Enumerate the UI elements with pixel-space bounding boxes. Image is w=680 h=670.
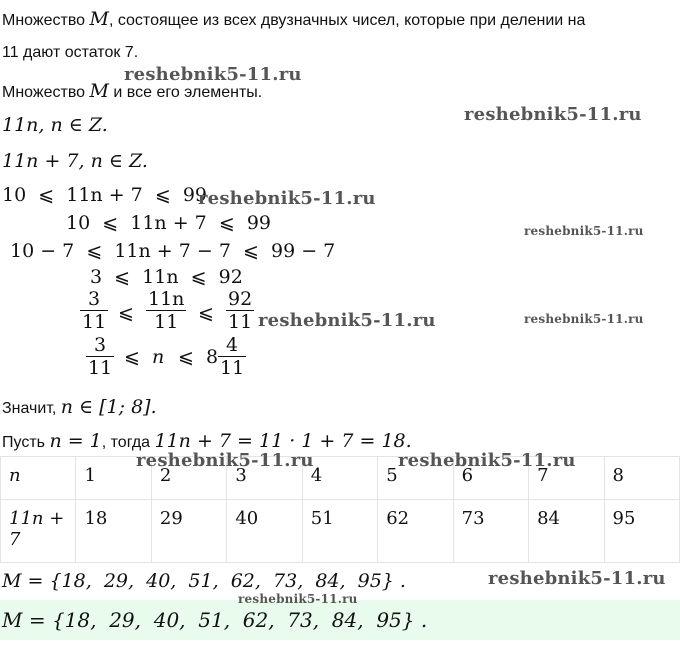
expression-remainder: 11n + 7, n ∈ Z. — [2, 150, 148, 172]
values-table — [0, 456, 680, 563]
denominator: 11 — [228, 311, 253, 333]
denominator: 11 — [82, 311, 107, 333]
table-row-n — [1, 457, 680, 500]
math-variable: M — [89, 80, 109, 102]
table-cell: 51 — [302, 500, 377, 563]
answer-set: M = {18, 29, 40, 51, 62, 73, 84, 95} . — [2, 608, 428, 632]
watermark: reshebnik5-11.ru — [398, 450, 576, 471]
fraction-92-over-11 — [226, 288, 254, 333]
table-cell: 62 — [378, 500, 453, 563]
math-expression: n ∈ [1; 8]. — [60, 396, 157, 418]
text-segment: , тогда — [101, 434, 155, 451]
fraction-4-over-11 — [218, 334, 246, 379]
watermark: reshebnik5-11.ru — [524, 224, 644, 238]
text-segment: Значит, — [2, 400, 61, 417]
watermark: reshebnik5-11.ru — [258, 310, 436, 331]
inequality-row-3: 10 − 7 ⩽ 11n + 7 − 7 ⩽ 99 − 7 — [10, 240, 336, 262]
table-cell: 84 — [529, 500, 604, 563]
numerator: 3 — [88, 288, 101, 310]
math-variable: M — [89, 8, 109, 30]
watermark: reshebnik5-11.ru — [488, 568, 666, 589]
text-segment: , состоящее из всех двузначных чисел, которые при делении на — [108, 12, 586, 29]
answer-box — [0, 600, 680, 640]
table-cell: 95 — [604, 500, 680, 563]
table-cell: 4 — [302, 457, 377, 500]
denominator: 11 — [154, 311, 179, 333]
numerator: 4 — [226, 334, 239, 356]
watermark: reshebnik5-11.ru — [464, 104, 642, 125]
table-cell: 2 — [151, 457, 226, 500]
text-segment: Множество — [2, 12, 90, 29]
text-segment: и все его элементы. — [108, 84, 263, 101]
conclusion — [2, 396, 157, 418]
table-cell: n — [1, 457, 76, 500]
text-segment: Пусть — [2, 434, 50, 451]
watermark: reshebnik5-11.ru — [238, 592, 358, 606]
table-cell: 8 — [604, 457, 680, 500]
inequality-sign: ⩽ — [118, 302, 134, 324]
watermark: reshebnik5-11.ru — [524, 312, 644, 326]
table-cell: 7 — [529, 457, 604, 500]
fraction-3-over-11 — [80, 288, 108, 333]
math-expression: 11n + 7 = 11 · 1 + 7 = 18. — [154, 430, 412, 452]
table-cell: 3 — [227, 457, 302, 500]
table-cell: 11n + 7 — [1, 500, 76, 563]
watermark: reshebnik5-11.ru — [136, 450, 314, 471]
numerator: 11n — [148, 288, 185, 310]
fraction-3-over-11 — [86, 334, 114, 379]
example-calculation — [2, 430, 412, 452]
math-expression: n = 1 — [49, 430, 102, 452]
watermark: reshebnik5-11.ru — [124, 64, 302, 85]
table-cell: 40 — [227, 500, 302, 563]
inequality-sign: ⩽ — [198, 302, 214, 324]
problem-statement-line-2: 11 дают остаток 7. — [2, 44, 139, 61]
table-row-values — [1, 500, 680, 563]
inequality-row-4: 3 ⩽ 11n ⩽ 92 — [90, 266, 243, 288]
fraction-11n-over-11 — [146, 288, 186, 333]
table-cell: 29 — [151, 500, 226, 563]
inequality-sign: ⩽ — [124, 346, 140, 368]
result-set: M = {18, 29, 40, 51, 62, 73, 84, 95} . — [2, 570, 406, 592]
problem-statement-line-1 — [2, 8, 585, 30]
variable-n: n — [152, 346, 165, 368]
numerator: 3 — [94, 334, 107, 356]
watermark: reshebnik5-11.ru — [198, 188, 376, 209]
denominator: 11 — [220, 357, 245, 379]
table-cell: 18 — [76, 500, 151, 563]
mixed-number-whole: 8 — [206, 346, 219, 368]
table-cell: 1 — [76, 457, 151, 500]
table-cell: 73 — [453, 500, 528, 563]
text-segment: Множество — [2, 84, 90, 101]
numerator: 92 — [228, 288, 253, 310]
inequality-row-1: 10 ⩽ 11n + 7 ⩽ 99. — [2, 184, 214, 206]
table-cell: 6 — [453, 457, 528, 500]
inequality-row-2: 10 ⩽ 11n + 7 ⩽ 99 — [66, 212, 272, 234]
expression-multiple: 11n, n ∈ Z. — [2, 114, 108, 136]
denominator: 11 — [88, 357, 113, 379]
inequality-sign: ⩽ — [178, 346, 194, 368]
table-cell: 5 — [378, 457, 453, 500]
